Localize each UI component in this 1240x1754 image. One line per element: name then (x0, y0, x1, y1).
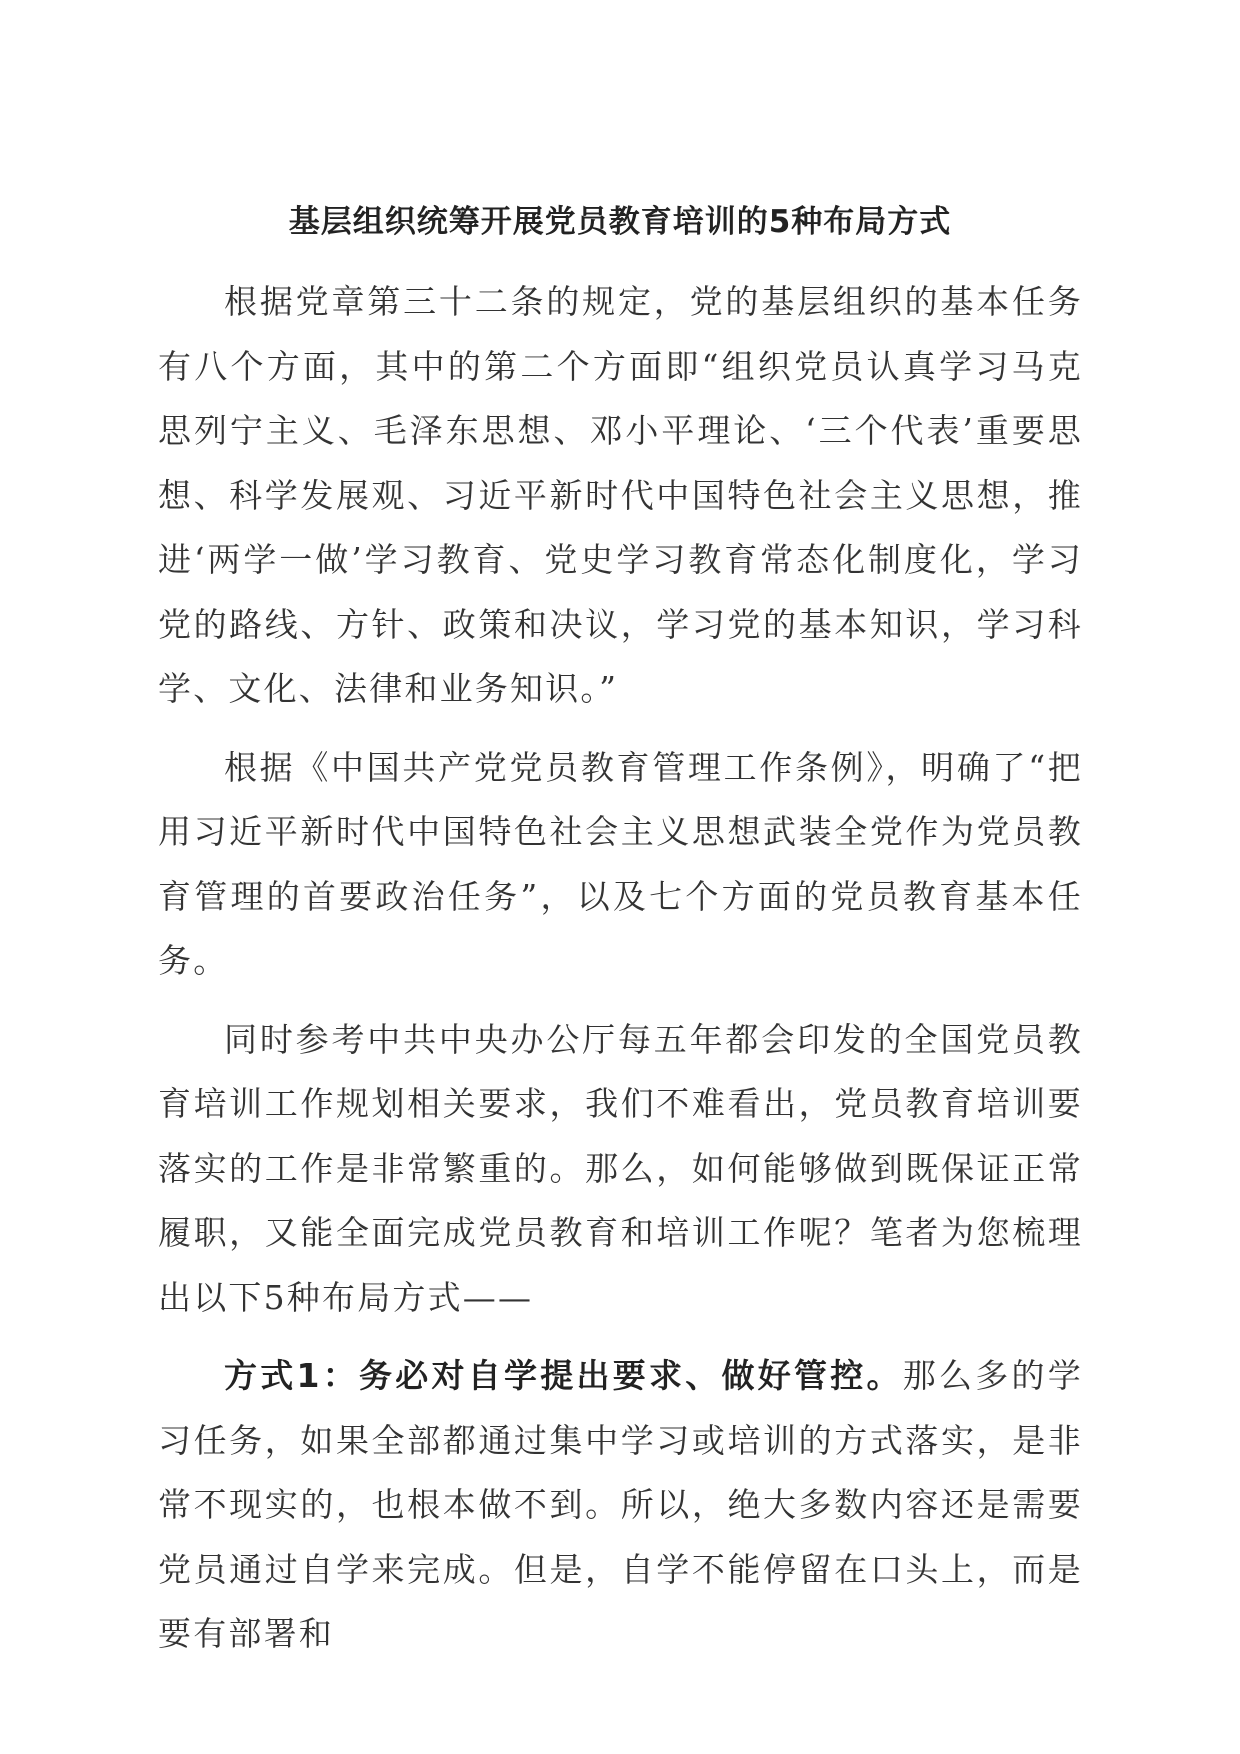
method-1-text: 那么多的学习任务，如果全部都通过集中学习或培训的方式落实，是非常不现实的，也根本做不到。所以，绝大多数内容还是需要党员通过自学来完成。但是，自学不能停留在口头上，而是要有部署和 (158, 1356, 1083, 1653)
paragraph-education-regulation: 根据《中国共产党党员教育管理工作条例》，明确了“把用习近平新时代中国特色社会主义思想武装全党作为党员教育管理的首要政治任务”，以及七个方面的党员教育基本任务。 (158, 747, 1083, 980)
paragraph-method-1 (158, 1344, 1083, 1667)
paragraph-training-plan: 同时参考中共中央办公厅每五年都会印发的全国党员教育培训工作规划相关要求，我们不难看出，党员教育培训要落实的工作是非常繁重的。那么，如何能够做到既保证正常履职，又能全面完成党员教育和培训工作呢？笔者为您梳理出以下5种布局方式—— (158, 1019, 1083, 1317)
method-1-heading: 方式1：务必对自学提出要求、做好管控。 (224, 1356, 903, 1395)
document-body (158, 270, 1083, 1681)
paragraph-party-constitution: 根据党章第三十二条的规定，党的基层组织的基本任务有八个方面，其中的第二个方面即“组织党员认真学习马克思列宁主义、毛泽东思想、邓小平理论、‘三个代表’重要思想、科学发展观、习近平新时代中国特色社会主义思想，推进‘两学一做’学习教育、党史学习教育常态化制度化，学习党的路线、方针、政策和决议，学习党的基本知识，学习科学、文化、法律和业务知识。” (158, 282, 1083, 708)
document-title: 基层组织统筹开展党员教育培训的5种布局方式 (288, 204, 952, 240)
